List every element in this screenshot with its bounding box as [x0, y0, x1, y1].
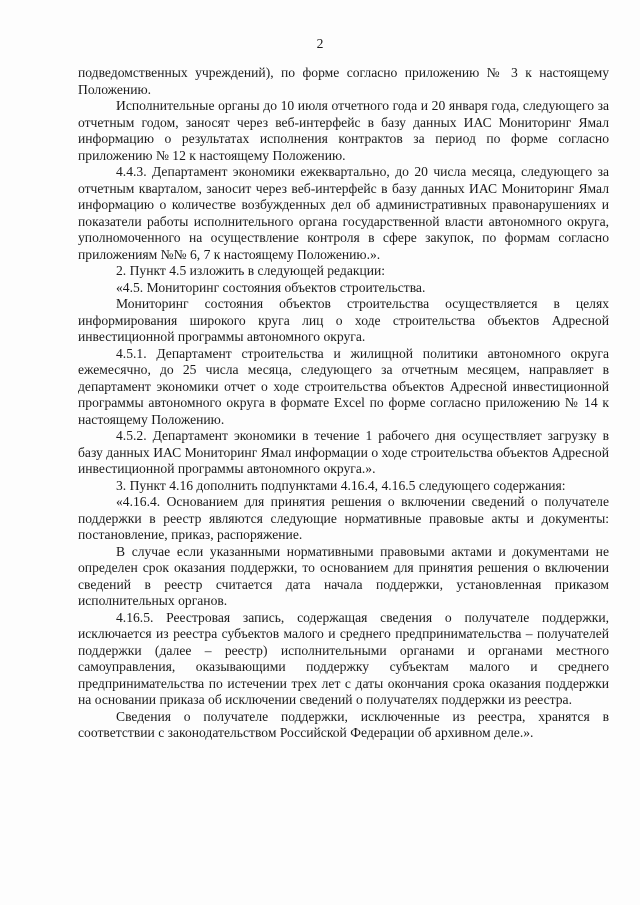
paragraph: 4.5.1. Департамент строительства и жилищной политики автономного округа ежемесячно, до 25 числа месяца, следующего за отчетным месяцем, направляет в департамент экономики отчет о ходе строительства объектов Адресной инвестиционной программы автономного округа в формате Excel по форме согласно приложению № 14 к настоящему Положению. [78, 345, 609, 427]
paragraph: 4.4.3. Департамент экономики ежеквартально, до 20 числа месяца, следующего за отчетным кварталом, заносит через веб-интерфейс в базу данных ИАС Мониторинг Ямал информацию о количестве возбужденных дел об административных правонарушениях и показатели работы исполнительного органа государственной власти автономного округа, уполномоченного на осуществление контроля в сфере закупок, по формам согласно приложениям №№ 6, 7 к настоящему Положению.». [78, 164, 609, 262]
paragraph: Сведения о получателе поддержки, исключенные из реестра, хранятся в соответствии с законодательством Российской Федерации об архивном деле.». [78, 708, 609, 740]
page-number: 2 [316, 36, 324, 51]
paragraph: 3. Пункт 4.16 дополнить подпунктами 4.16.4, 4.16.5 следующего содержания: [116, 477, 566, 493]
paragraph: 4.5.2. Департамент экономики в течение 1 рабочего дня осуществляет загрузку в базу данных ИАС Мониторинг Ямал информации о ходе строительства объектов Адресной инвестиционной программы автономного округа.». [78, 428, 609, 476]
paragraph: 4.16.5. Реестровая запись, содержащая сведения о получателе поддержки, исключается из реестра субъектов малого и среднего предпринимательства – получателей поддержки (далее – реестр) исполнительными органами и органами местного самоуправления, оказывающими поддержку субъектам малого и среднего предпринимательства по истечении трех лет с даты окончания срока оказания поддержки на основании приказа об исключении сведений о получателях поддержки из реестра. [78, 609, 609, 707]
document-body [78, 65, 609, 742]
paragraph: «4.16.4. Основанием для принятия решения о включении сведений о получателе поддержки в реестр являются следующие нормативные правовые акты и документы: постановление, приказ, распоряжение. [78, 494, 609, 542]
paragraph: Исполнительные органы до 10 июля отчетного года и 20 января года, следующего за отчетным годом, заносят через веб-интерфейс в базу данных ИАС Мониторинг Ямал информацию о результатах исполнения контрактов за период по форме согласно приложению № 12 к настоящему Положению. [78, 98, 609, 163]
paragraph: 2. Пункт 4.5 изложить в следующей редакции: [116, 263, 386, 278]
paragraph: Мониторинг состояния объектов строительства осуществляется в целях информирования широкого круга лиц о ходе строительства объектов Адресной инвестиционной программы автономного округа. [78, 296, 609, 344]
paragraph: подведомственных учреждений), по форме согласно приложению № 3 к настоящему Положению. [78, 65, 609, 97]
paragraph: В случае если указанными нормативными правовыми актами и документами не определен срок оказания поддержки, то основанием для принятия решения о включении сведений в реестр считается дата начала поддержки, установленная приказом исполнительных органов. [78, 543, 609, 608]
paragraph: «4.5. Мониторинг состояния объектов строительства. [116, 279, 426, 295]
